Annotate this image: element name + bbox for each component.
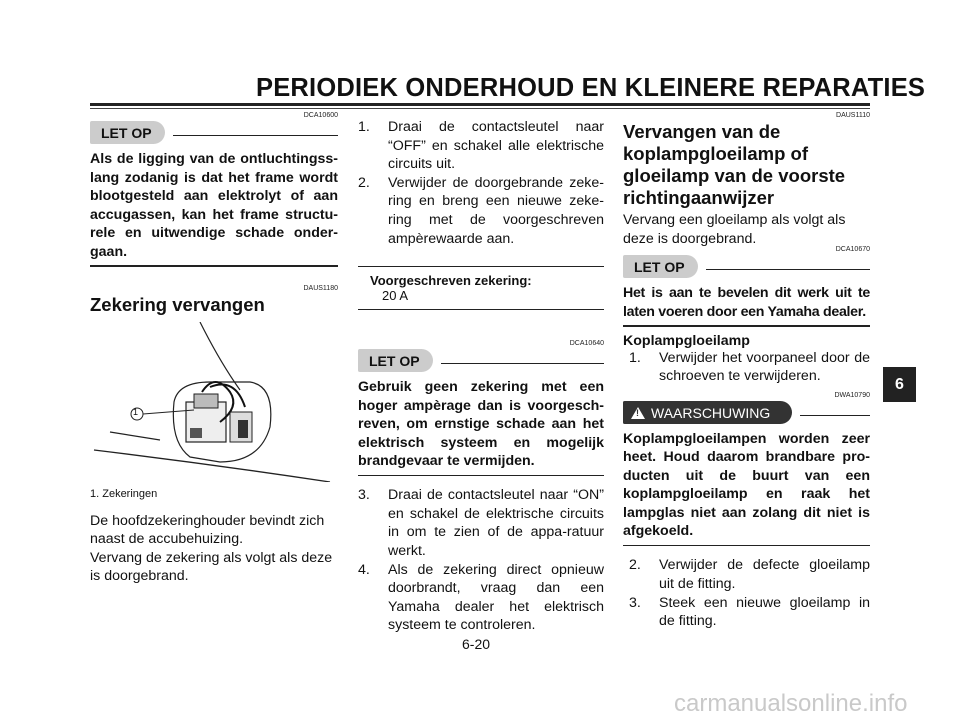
list-item: 4. Als de zekering direct opnieuw doorbrandt, vraag dan een Yamaha dealer het elektrisch systeem te controleren. (358, 561, 604, 634)
warning-label: WAARSCHUWING (651, 404, 771, 421)
notice-header (623, 255, 870, 278)
steps-list (629, 556, 870, 630)
column-middle (358, 112, 604, 635)
spec-label: Voorgeschreven zekering: (370, 273, 532, 289)
doc-code: DWA10790 (834, 391, 870, 399)
notice-text: Als de ligging van de ontluchtingss-lang zodanig is dat het frame wordt blootgesteld aan elektrolyt of aan accugassen, kan het frame structu-rele en uitwendige schade onder-gaan. (90, 151, 338, 260)
doc-code: DCA10600 (303, 112, 338, 119)
warning-header (623, 401, 870, 424)
notice-end-rule (358, 475, 604, 477)
subsection-title: Koplampgloeilamp (623, 332, 750, 349)
warning-triangle-icon (631, 407, 645, 419)
chapter-tab[interactable]: 6 (883, 367, 916, 402)
list-item: 1. Draai de contactsleutel naar “OFF” en schakel alle elektrische circuits uit. (358, 119, 604, 173)
notice-label: LET OP (358, 349, 433, 372)
doc-code: DCA10670 (835, 246, 870, 254)
fuse-box-drawing (90, 322, 338, 482)
warning-label-tag (623, 401, 792, 424)
figure-caption: 1. Zekeringen (90, 487, 158, 500)
notice-rule (706, 269, 870, 271)
paragraph: Vervang de zekering als volgt als deze is doorgebrand. (90, 549, 333, 585)
notice-rule (173, 135, 338, 137)
header-rule-thin (90, 108, 870, 109)
spec-value: 20 A (382, 288, 409, 304)
list-item: 2. Verwijder de doorgebrande zeke-ring en breng een nieuwe zeke-ring met de voorgeschreven ampèrewaarde aan. (358, 174, 604, 247)
notice-label: LET OP (90, 121, 165, 144)
specification-box (358, 266, 604, 310)
section-title: Vervangen van de koplampgloeilamp of gloeilamp van de voorste richtingaanwijzer (623, 121, 846, 208)
paragraph: De hoofdzekeringhouder bevindt zich naast de accubehuizing. (90, 512, 325, 548)
doc-code: DAUS1180 (303, 284, 338, 292)
header-rule (90, 103, 870, 106)
notice-header (358, 349, 604, 372)
paragraph: Vervang een gloeilamp als volgt als deze is doorgebrand. (623, 212, 846, 247)
warning-text: Koplampgloeilampen worden zeer heet. Houd daarom brandbare pro-ducten uit de buurt van een koplampgloeilamp en raak het lampglas niet aan zolang dit niet is afgekoeld. (623, 430, 870, 540)
watermark: carmanualsonline.info (674, 690, 908, 717)
doc-code: DCA10640 (569, 340, 604, 348)
callout-number: 1 (133, 406, 139, 417)
page-number: 6-20 (462, 636, 491, 652)
notice-end-rule (623, 325, 870, 327)
fuse-illustration (90, 322, 338, 482)
steps-list (358, 486, 604, 635)
notice-header (90, 121, 338, 144)
warning-rule (800, 415, 870, 417)
list-item: 3. Draai de contactsleutel naar “ON” en schakel de elektrische circuits in om te zien of de appa-ratuur werkt. (358, 487, 604, 559)
column-left (90, 112, 338, 586)
page-header-title: PERIODIEK ONDERHOUD EN KLEINERE REPARATIES (256, 74, 926, 102)
list-item: 1. Verwijder het voorpaneel door de schroeven te verwijderen. (629, 349, 870, 385)
notice-text: Het is aan te bevelen dit werk uit te laten voeren door een Yamaha dealer. (623, 285, 870, 320)
notice-label: LET OP (623, 255, 698, 278)
column-right (623, 112, 870, 631)
doc-code: DAUS1110 (836, 112, 870, 119)
notice-rule (441, 363, 604, 365)
warning-end-rule (623, 545, 870, 547)
steps-list (358, 118, 604, 248)
notice-end-rule (90, 265, 338, 267)
list-item: 2. Verwijder de defecte gloeilamp uit de fitting. (629, 557, 870, 592)
notice-text: Gebruik geen zekering met een hoger ampèrage dan is voorgesch-reven, om ernstige schade aan het elektrisch systeem en mogelijk brandgevaar te vermijden. (358, 379, 604, 470)
section-title: Zekering vervangen (90, 293, 265, 315)
list-item: 3. Steek een nieuwe gloeilamp in de fitting. (629, 594, 870, 630)
steps-list (629, 349, 870, 386)
